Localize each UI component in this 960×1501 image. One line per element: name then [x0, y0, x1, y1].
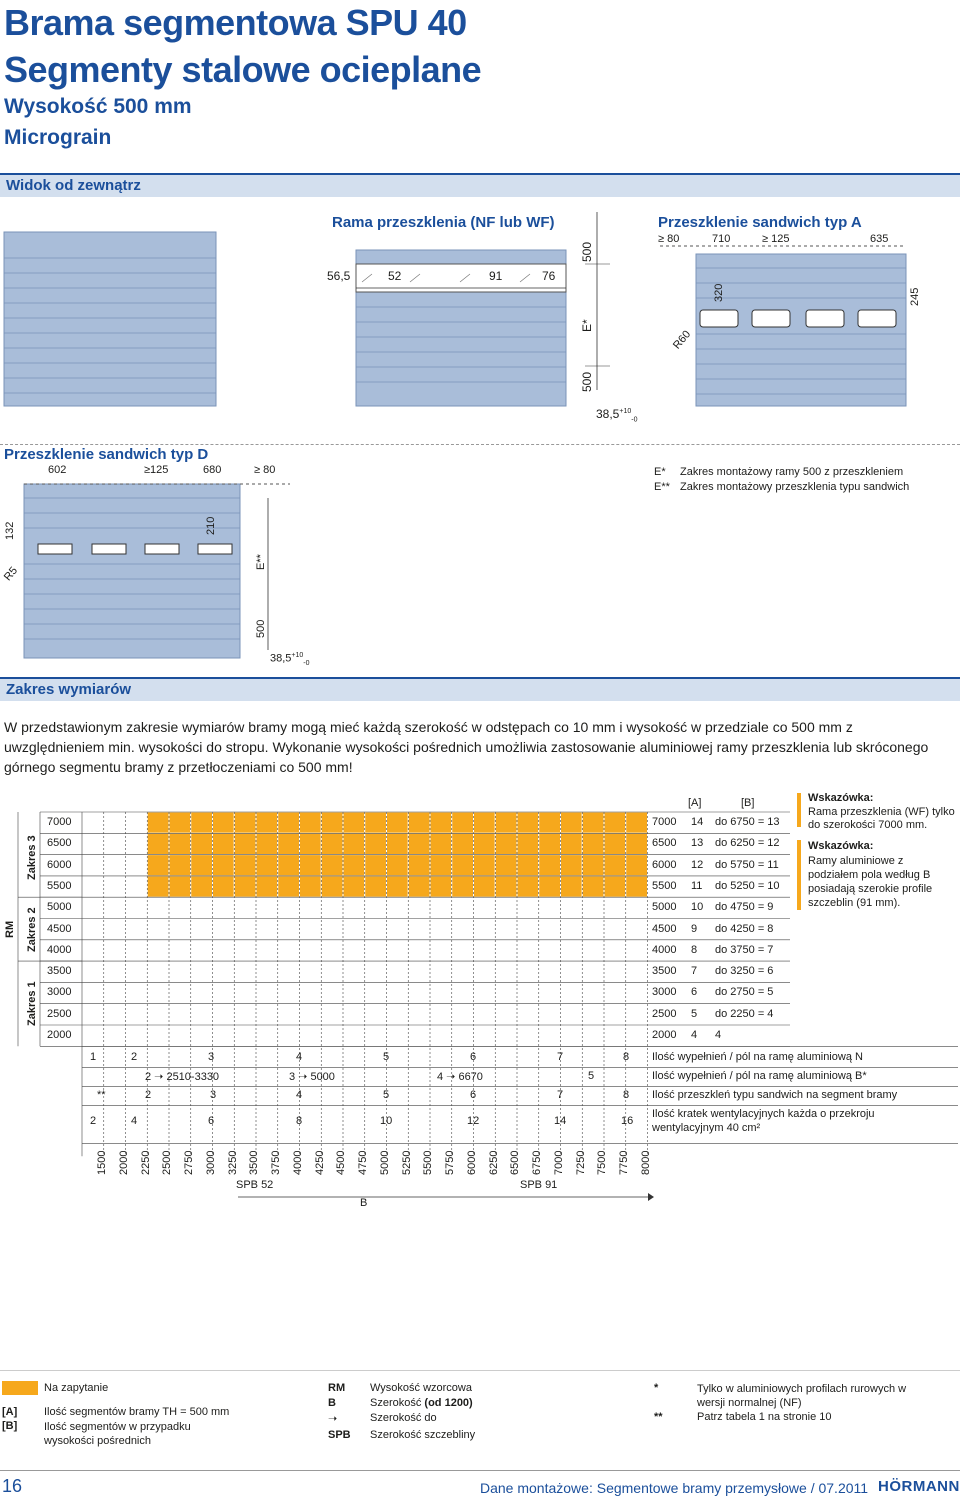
width-label: 4000 [291, 1150, 304, 1175]
right-rm-cell: 6000 [652, 858, 677, 871]
hint-bar-2 [797, 840, 801, 910]
spb-arrow-line [236, 1192, 656, 1202]
dim-710: 710 [712, 233, 731, 245]
rm-row-label: 2000 [47, 1029, 72, 1041]
legend-divider [0, 1370, 960, 1371]
door-left [4, 232, 216, 406]
dim-210: 210 [205, 516, 217, 535]
orange-cell [387, 833, 409, 854]
col-b-header: [B] [741, 797, 755, 809]
width-label: 5500 [422, 1150, 435, 1175]
gap-38-5: $38,5^{+10}_{-0}$ [596, 407, 638, 424]
right-b-cell: do 4750 = 9 [715, 901, 774, 914]
right-a-cell: 6 [691, 986, 698, 999]
orange-cell [474, 876, 496, 897]
brand-logo: HÖRMANN [878, 1478, 960, 1495]
legend-e-star-text: Zakres montażowy ramy 500 z przeszkleniem [680, 466, 904, 478]
rm-row-label: 6500 [47, 837, 72, 850]
orange-cell [408, 876, 430, 897]
right-b-cell: do 2750 = 5 [715, 986, 774, 999]
row-n-value: 1 [90, 1051, 97, 1064]
orange-cell [191, 833, 213, 854]
right-b-cell: do 5250 = 10 [715, 879, 780, 892]
width-label: 6750 [531, 1150, 543, 1175]
dim-52: 52 [388, 269, 402, 283]
right-a-cell: 5 [691, 1007, 698, 1020]
orange-cell [365, 812, 387, 833]
hint-1-title: Wskazówka: [808, 792, 874, 804]
legend-star-key: * [654, 1382, 659, 1394]
row-sandwich-value: 4 [296, 1089, 303, 1102]
orange-cell [626, 812, 648, 833]
rm-row-label: 3500 [47, 965, 72, 978]
orange-cell [191, 876, 213, 897]
orange-cell [365, 855, 387, 876]
orange-cell [408, 855, 430, 876]
orange-cell [387, 876, 409, 897]
legend-b-text: Ilość segmentów w przypadku wysokości pośrednich [44, 1421, 191, 1447]
row-n-value: 3 [208, 1051, 215, 1064]
right-b-cell: do 6750 = 13 [715, 816, 780, 828]
right-a-cell: 14 [691, 816, 704, 828]
orange-cell [256, 833, 278, 854]
orange-cell [169, 876, 191, 897]
dim-76: 76 [542, 269, 556, 283]
legend-rm-key: RM [328, 1382, 346, 1394]
row-b-value: 3 ➝ 5000 [289, 1071, 335, 1084]
orange-cell [517, 876, 539, 897]
orange-cell [430, 876, 452, 897]
hint-bar-1 [797, 793, 801, 827]
row-sandwich-value: 6 [470, 1089, 477, 1102]
rm-row-label: 4500 [47, 922, 72, 935]
orange-cell [626, 876, 648, 897]
orange-cell [561, 876, 583, 897]
legend-arrow-key: ➝ [328, 1413, 338, 1425]
orange-cell [278, 855, 300, 876]
section-title: Widok od zewnątrz [6, 177, 141, 194]
orange-cell [234, 876, 256, 897]
orange-cell [452, 812, 474, 833]
orange-cell [517, 812, 539, 833]
orange-cell [213, 833, 235, 854]
legend-arrow-text: Szerokość do [370, 1412, 437, 1424]
zone-2: Zakres 2 [26, 907, 38, 952]
orange-cell [582, 812, 604, 833]
b-label: B [360, 1197, 368, 1209]
orange-cell [561, 833, 583, 854]
dim-500-d: 500 [255, 619, 267, 638]
orange-cell [213, 855, 235, 876]
orange-cell [430, 833, 452, 854]
right-rm-cell: 6500 [652, 837, 677, 850]
orange-cell [387, 812, 409, 833]
legend-a-text: Ilość segmentów bramy TH = 500 mm [44, 1406, 230, 1418]
orange-cell [321, 812, 343, 833]
row-n-label: Ilość wypełnień / pól na ramę aluminiową N [652, 1051, 863, 1064]
orange-cell [343, 855, 365, 876]
orange-cell [213, 876, 235, 897]
page-subtitle: Segmenty stalowe ocieplane [4, 49, 482, 90]
row-vent-value: 4 [131, 1115, 138, 1128]
width-label: 7000 [552, 1150, 565, 1175]
dim-320: 320 [713, 283, 725, 302]
width-label: 7500 [596, 1150, 609, 1175]
orange-cell [539, 876, 561, 897]
spb52-label: SPB 52 [236, 1179, 274, 1191]
width-label: 3750 [270, 1150, 282, 1175]
right-b-cell: do 5750 = 11 [715, 858, 779, 871]
right-b-cell: do 2250 = 4 [715, 1007, 774, 1020]
orange-cell [604, 876, 626, 897]
width-label: 5250 [400, 1150, 413, 1175]
rm-label: RM [4, 920, 16, 938]
orange-cell [147, 833, 169, 854]
orange-cell [474, 855, 496, 876]
orange-cell [147, 855, 169, 876]
row-sandwich-label: Ilość przeszkleń typu sandwich na segment bramy [652, 1089, 898, 1102]
rm-row-label: 5500 [47, 879, 72, 892]
orange-cell [256, 812, 278, 833]
rm-row-label: 3000 [47, 986, 72, 999]
row-vent-value: 16 [621, 1115, 634, 1128]
right-a-cell: 10 [691, 901, 704, 914]
right-rm-cell: 4500 [652, 922, 677, 935]
orange-cell [561, 812, 583, 833]
orange-cell [452, 833, 474, 854]
legend-orange-text: Na zapytanie [44, 1382, 109, 1394]
orange-cell [300, 812, 322, 833]
section-outside-view [0, 173, 960, 197]
dim-56-5: 56,5 [327, 269, 351, 283]
legend-e-star-key: E* [654, 466, 666, 478]
divider [0, 444, 960, 445]
right-a-cell: 13 [691, 837, 704, 850]
orange-cell [191, 855, 213, 876]
width-label: 7750 [618, 1150, 630, 1175]
legend-e-2star-text: Zakres montażowy przeszklenia typu sandwich [680, 481, 910, 493]
dim-500-top: 500 [580, 241, 594, 262]
right-b-cell: do 3250 = 6 [715, 965, 774, 978]
rm-row-label: 5000 [47, 901, 72, 914]
orange-cell [495, 833, 517, 854]
height-subtitle: Wysokość 500 mm [4, 95, 192, 118]
orange-cell [408, 833, 430, 854]
hint-2-title: Wskazówka: [808, 840, 874, 852]
legend-bb-key: B [328, 1397, 336, 1409]
orange-cell [626, 855, 648, 876]
right-a-cell: 11 [691, 879, 703, 892]
row-b-value: 5 [588, 1070, 595, 1083]
orange-cell [321, 833, 343, 854]
right-rm-cell: 7000 [652, 816, 677, 828]
orange-cell [452, 876, 474, 897]
orange-cell [147, 812, 169, 833]
right-b-cell: do 4250 = 8 [715, 922, 774, 935]
width-label: 8000 [639, 1150, 652, 1175]
orange-cell [256, 855, 278, 876]
orange-cell [539, 833, 561, 854]
width-label: 3000 [204, 1150, 217, 1175]
hint-1-text: Rama przeszklenia (WF) tylko do szerokości 7000 mm. [808, 806, 955, 831]
right-a-cell: 12 [691, 858, 704, 871]
gap-38-5-d: $38,5^{+10}_{-0}$ [270, 652, 310, 667]
orange-cell [408, 812, 430, 833]
row-n-value: 4 [296, 1051, 303, 1064]
orange-cell [234, 855, 256, 876]
orange-cell [321, 876, 343, 897]
orange-cell [300, 855, 322, 876]
section-dimension-range [0, 677, 960, 701]
orange-cell [278, 833, 300, 854]
orange-cell [474, 833, 496, 854]
dim-132: 132 [4, 521, 16, 540]
zone-3: Zakres 3 [26, 835, 38, 880]
right-b-cell: do 3750 = 7 [715, 943, 774, 956]
door-glazing-frame [356, 212, 610, 406]
orange-cell [300, 876, 322, 897]
orange-cell [539, 855, 561, 876]
dim-500-bottom: 500 [580, 371, 594, 392]
orange-cell [495, 876, 517, 897]
orange-cell [365, 833, 387, 854]
legend-e-2star-key: E** [654, 481, 670, 493]
width-label: 4250 [313, 1150, 326, 1175]
orange-cell [256, 876, 278, 897]
right-rm-cell: 2000 [652, 1029, 677, 1041]
width-label: 2000 [117, 1150, 130, 1175]
orange-cell [626, 833, 648, 854]
dim-e-star: E* [580, 319, 594, 332]
row-vent-value: 8 [296, 1115, 303, 1128]
page-title: Brama segmentowa SPU 40 [4, 2, 467, 43]
legend-star-text: Tylko w aluminiowych profilach rurowych w wersji normalnej (NF) [697, 1383, 907, 1409]
legend-rm-text: Wysokość wzorcowa [370, 1382, 472, 1394]
row-vent-value: 2 [90, 1115, 97, 1128]
width-label: 4500 [335, 1150, 348, 1175]
right-a-cell: 9 [691, 922, 698, 935]
orange-cell [147, 876, 169, 897]
dim-ge-80: ≥ 80 [658, 233, 680, 245]
orange-cell [430, 812, 452, 833]
dim-e-2star: E** [255, 554, 267, 570]
row-n-value: 6 [470, 1051, 477, 1064]
rm-row-label: 4000 [47, 943, 72, 956]
section-title: Zakres wymiarów [6, 681, 132, 698]
right-b-cell: do 6250 = 12 [715, 837, 780, 850]
page-number: 16 [2, 1476, 23, 1496]
door-sandwich-d [0, 478, 300, 668]
orange-cell [604, 855, 626, 876]
rm-row-label: 2500 [47, 1007, 72, 1020]
col-a-header: [A] [688, 797, 702, 809]
sandwich-a-title: Przeszklenie sandwich typ A [658, 214, 862, 231]
radius-r5: R5 [1, 564, 21, 584]
surface-subtitle: Micrograin [4, 126, 112, 149]
orange-cell [539, 812, 561, 833]
width-label: 3250 [226, 1150, 239, 1175]
rm-row-label: 6000 [47, 858, 72, 871]
row-b-label: Ilość wypełnień / pól na ramę aluminiową B* [652, 1070, 867, 1083]
sandwich-d-title: Przeszklenie sandwich typ D [4, 446, 209, 463]
dim-602: 602 [48, 464, 67, 476]
right-rm-cell: 4000 [652, 943, 677, 956]
row-vent-value: 6 [208, 1115, 215, 1128]
zone-1: Zakres 1 [26, 981, 38, 1026]
row-n-value: 2 [131, 1051, 138, 1064]
row-sandwich-value: 2 [145, 1089, 152, 1102]
legend-b-key: [B] [2, 1420, 18, 1432]
dim-ge125: ≥125 [144, 464, 169, 476]
glazing-frame-title: Rama przeszklenia (NF lub WF) [332, 214, 555, 231]
row-vent-value: 12 [467, 1115, 480, 1128]
row-vent-label: Ilość kratek wentylacyjnych każda o przekroju wentylacyjnym 40 cm² [652, 1108, 875, 1135]
orange-cell [495, 812, 517, 833]
row-sandwich-value: 5 [383, 1089, 390, 1102]
spb91-label: SPB 91 [520, 1179, 558, 1191]
width-label: 7250 [574, 1150, 587, 1175]
row-sandwich-value: ** [97, 1089, 106, 1102]
orange-cell [430, 855, 452, 876]
dim-635: 635 [870, 233, 889, 245]
orange-cell [561, 855, 583, 876]
orange-cell [321, 855, 343, 876]
hint-2-text: Ramy aluminiowe z podziałem pola według B posiadają szerokie profile szczeblin (91 mm). [808, 855, 933, 909]
width-label: 1500 [96, 1150, 108, 1175]
orange-cell [278, 876, 300, 897]
orange-cell [191, 812, 213, 833]
orange-cell [582, 833, 604, 854]
row-vent-value: 14 [554, 1115, 567, 1128]
row-n-value: 5 [383, 1051, 390, 1064]
legend-dstar-text: Patrz tabela 1 na stronie 10 [697, 1411, 832, 1423]
orange-cell [365, 876, 387, 897]
row-sandwich-value: 7 [557, 1089, 564, 1102]
orange-cell [343, 876, 365, 897]
footer-divider [0, 1470, 960, 1471]
width-label: 5000 [378, 1150, 391, 1175]
row-n-value: 8 [623, 1051, 630, 1064]
right-rm-cell: 3000 [652, 986, 677, 999]
orange-cell [582, 855, 604, 876]
orange-cell [582, 876, 604, 897]
right-rm-cell: 5500 [652, 879, 677, 892]
width-label: 5750 [444, 1150, 456, 1175]
right-a-cell: 8 [691, 943, 698, 956]
row-n-value: 7 [557, 1051, 564, 1064]
orange-cell [278, 812, 300, 833]
orange-cell [213, 812, 235, 833]
legend-bb-text: Szerokość (od 1200) [370, 1397, 473, 1409]
dim-680: 680 [203, 464, 222, 476]
dim-91: 91 [489, 269, 503, 283]
legend-spb-key: SPB [328, 1429, 351, 1441]
row-b-value: 2 ➝ 2510-3330 [145, 1071, 220, 1084]
orange-cell [169, 812, 191, 833]
orange-cell [234, 812, 256, 833]
right-rm-cell: 5000 [652, 901, 677, 914]
orange-cell [604, 812, 626, 833]
orange-cell [604, 833, 626, 854]
orange-cell [343, 812, 365, 833]
legend-a-key: [A] [2, 1406, 18, 1418]
width-label: 4750 [357, 1150, 369, 1175]
dim-ge-80-d: ≥ 80 [254, 464, 276, 476]
intro-paragraph: W przedstawionym zakresie wymiarów bramy mogą mieć każdą szerokość w odstępach co 10 mm i wysokość w przedziale co 500 mm z uwzględnieniem min. wysokości do stropu. Wykonanie wysokości pośrednich umożliwia zastosowanie aluminiowej ramy przeszklenia lub skróconego górnego segmentu bramy z przetłoczeniami co 500 mm! [4, 719, 929, 775]
dim-ge-125: ≥ 125 [762, 233, 790, 245]
orange-cell [387, 855, 409, 876]
orange-cell [234, 833, 256, 854]
door-drawings-top [0, 200, 960, 440]
rm-row-label: 7000 [47, 816, 72, 828]
row-vent-value: 10 [380, 1115, 393, 1128]
row-b-value: 4 ➝ 6670 [437, 1071, 483, 1084]
orange-cell [474, 812, 496, 833]
row-sandwich-value: 3 [210, 1089, 217, 1102]
right-rm-cell: 3500 [652, 965, 677, 978]
orange-cell [343, 833, 365, 854]
width-label: 6500 [509, 1150, 522, 1175]
width-label: 6250 [487, 1150, 500, 1175]
width-label: 3500 [248, 1150, 261, 1175]
right-rm-cell: 2500 [652, 1007, 677, 1020]
width-label: 6000 [465, 1150, 478, 1175]
footer-text: Dane montażowe: Segmentowe bramy przemysłowe / 07.2011 [480, 1480, 869, 1496]
orange-cell [517, 833, 539, 854]
legend-dstar-key: ** [654, 1411, 663, 1423]
orange-cell [300, 833, 322, 854]
right-b-cell: 4 [715, 1029, 722, 1041]
door-sandwich-a [660, 246, 906, 406]
orange-cell [452, 855, 474, 876]
row-sandwich-value: 8 [623, 1089, 630, 1102]
orange-cell [169, 833, 191, 854]
legend-spb-text: Szerokość szczebliny [370, 1429, 476, 1441]
orange-cell [169, 855, 191, 876]
dim-245: 245 [909, 287, 921, 306]
right-a-cell: 7 [691, 965, 698, 978]
orange-cell [517, 855, 539, 876]
width-label: 2500 [161, 1150, 174, 1175]
legend-orange-swatch [2, 1381, 38, 1395]
right-a-cell: 4 [691, 1029, 698, 1041]
width-label: 2250 [139, 1150, 152, 1175]
orange-cell [495, 855, 517, 876]
radius-r60: R60 [671, 328, 694, 352]
width-label: 2750 [183, 1150, 195, 1175]
